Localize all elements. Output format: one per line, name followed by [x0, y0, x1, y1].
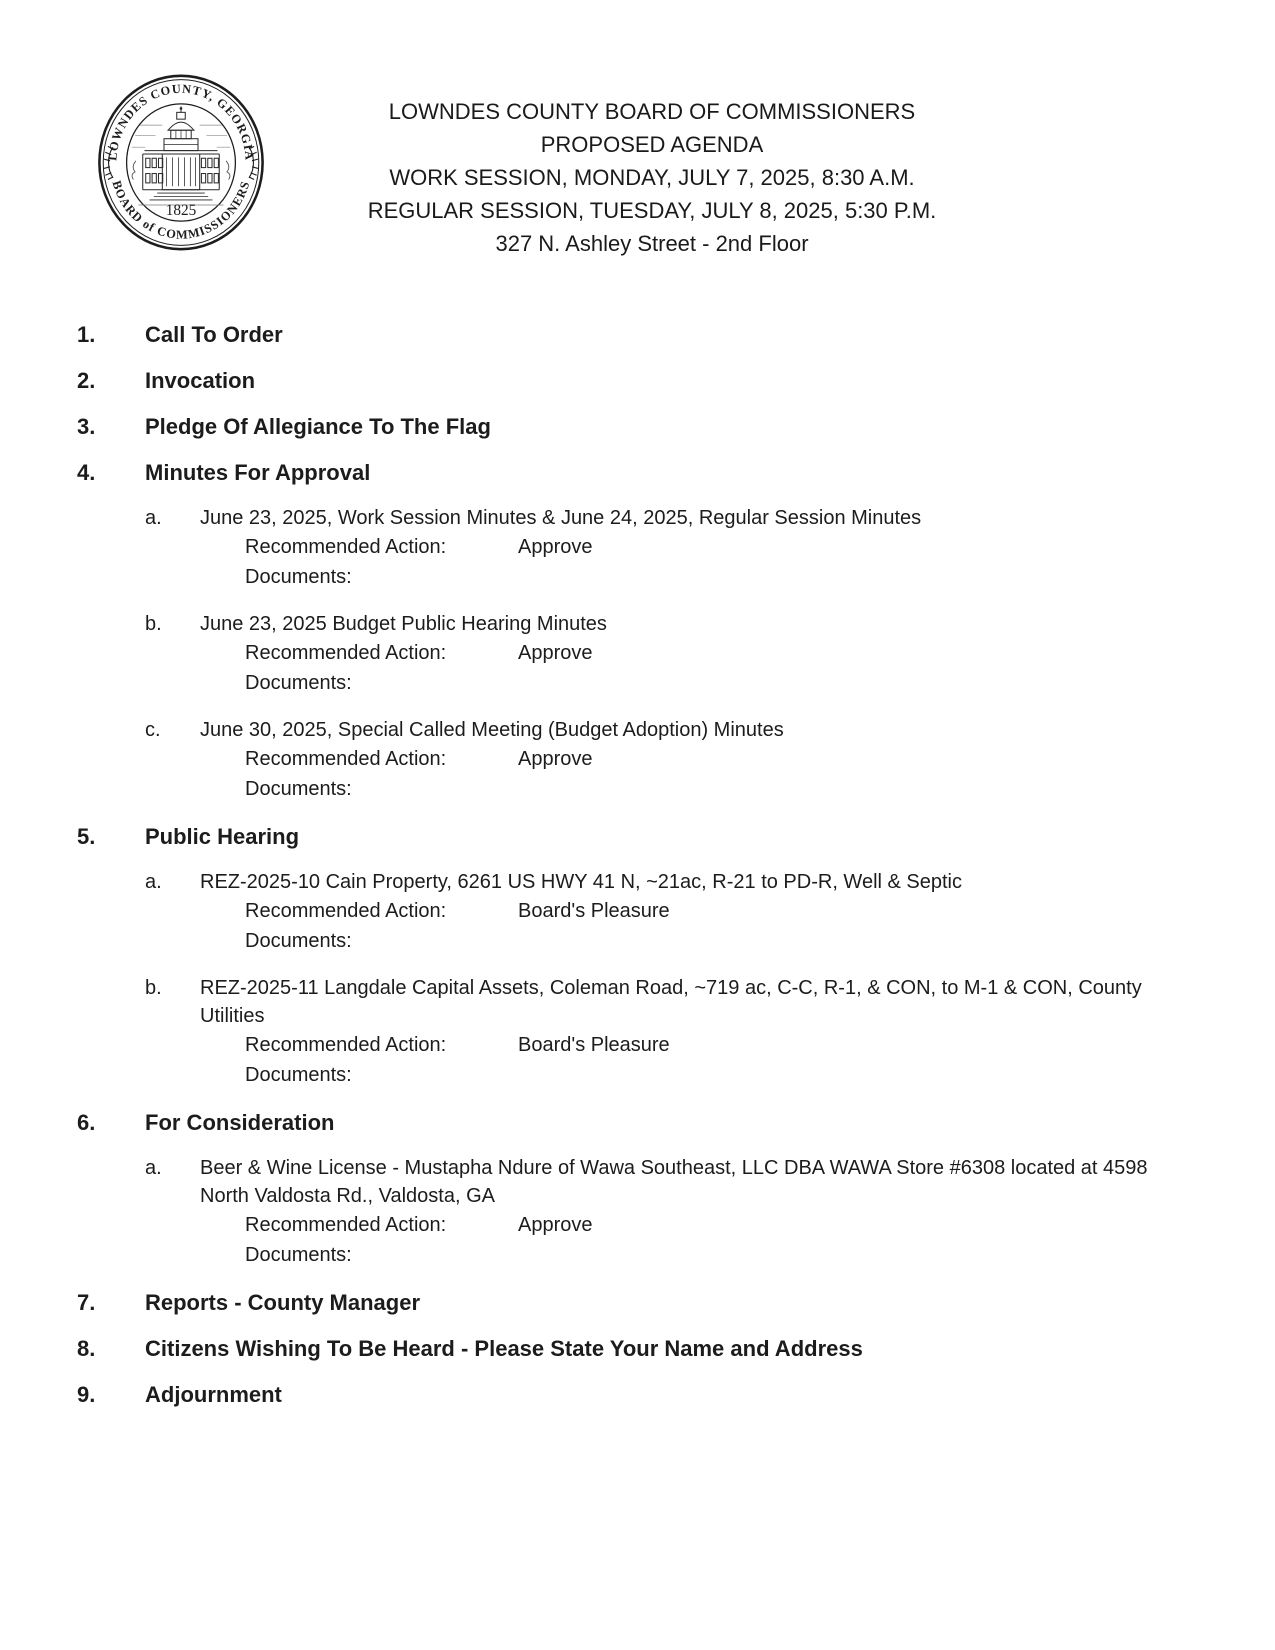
item-letter: b.	[145, 977, 162, 999]
section-number: 2.	[77, 368, 96, 393]
recommended-action-label: Recommended Action:	[245, 642, 447, 664]
recommended-action-row	[245, 532, 1275, 562]
courthouse-illustration	[132, 106, 231, 205]
item-text: Beer & Wine License - Mustapha Ndure of Wawa Southeast, LLC DBA WAWA Store #6308 located at 4598 North Valdosta Rd., Valdosta, GA	[200, 1157, 1148, 1207]
documents-label: Documents:	[245, 1064, 352, 1086]
agenda-item-heading	[0, 974, 1275, 1030]
agenda-item-heading	[0, 716, 1275, 744]
section-title: Adjournment	[145, 1382, 282, 1407]
agenda-item	[0, 592, 1275, 698]
documents-label: Documents:	[245, 930, 352, 952]
documents-row	[245, 1060, 1275, 1090]
item-letter: a.	[145, 507, 162, 529]
address-line: 327 N. Ashley Street - 2nd Floor	[495, 231, 809, 256]
county-seal-graphic	[96, 72, 266, 253]
agenda-item	[0, 486, 1275, 592]
section-heading	[0, 460, 1275, 486]
item-letter: a.	[145, 1157, 162, 1179]
section-number: 6.	[77, 1110, 96, 1135]
recommended-action-label: Recommended Action:	[245, 536, 447, 558]
section-number: 8.	[77, 1336, 96, 1361]
item-text: June 30, 2025, Special Called Meeting (Budget Adoption) Minutes	[200, 719, 784, 741]
agenda-item	[0, 956, 1275, 1090]
recommended-action-value: Board's Pleasure	[518, 1034, 670, 1056]
agenda-item	[0, 698, 1275, 804]
item-letter: c.	[145, 719, 161, 741]
agenda-item	[0, 1136, 1275, 1270]
agenda-item-heading	[0, 868, 1275, 896]
section-title: Public Hearing	[145, 824, 300, 849]
agenda-section	[0, 460, 1275, 824]
section-heading	[0, 1336, 1275, 1362]
seal-top-text: LOWNDES COUNTY, GEORGIA	[105, 81, 257, 162]
section-heading	[0, 1382, 1275, 1408]
recommended-action-value: Approve	[518, 536, 593, 558]
recommended-action-value: Approve	[518, 1214, 593, 1236]
section-number: 5.	[77, 824, 96, 849]
documents-row	[245, 926, 1275, 956]
document-title-block	[352, 95, 952, 260]
recommended-action-row	[245, 744, 1275, 774]
agenda-list	[0, 322, 1275, 1428]
section-heading	[0, 368, 1275, 394]
agenda-item-heading	[0, 504, 1275, 532]
recommended-action-value: Approve	[518, 748, 593, 770]
agenda-item-heading	[0, 610, 1275, 638]
documents-label: Documents:	[245, 672, 352, 694]
recommended-action-label: Recommended Action:	[245, 748, 447, 770]
item-text: June 23, 2025, Work Session Minutes & June 24, 2025, Regular Session Minutes	[200, 507, 922, 529]
section-number: 4.	[77, 460, 96, 485]
agenda-section	[0, 368, 1275, 414]
section-heading	[0, 824, 1275, 850]
recommended-action-label: Recommended Action:	[245, 900, 447, 922]
agenda-section	[0, 322, 1275, 368]
recommended-action-row	[245, 896, 1275, 926]
section-title: Minutes For Approval	[145, 460, 371, 485]
section-title: Invocation	[145, 368, 256, 393]
section-number: 1.	[77, 322, 96, 347]
agenda-item	[0, 850, 1275, 956]
document-header	[0, 0, 1275, 322]
section-number: 3.	[77, 414, 96, 439]
section-number: 9.	[77, 1382, 96, 1407]
county-seal	[96, 72, 266, 253]
recommended-action-value: Approve	[518, 642, 593, 664]
section-number: 7.	[77, 1290, 96, 1315]
regular-session-line: REGULAR SESSION, TUESDAY, JULY 8, 2025, 5:30 P.M.	[367, 198, 937, 223]
org-name: LOWNDES COUNTY BOARD OF COMMISSIONERS	[388, 99, 916, 124]
documents-row	[245, 562, 1275, 592]
documents-label: Documents:	[245, 778, 352, 800]
agenda-section	[0, 1110, 1275, 1290]
section-title: Pledge Of Allegiance To The Flag	[145, 414, 491, 439]
documents-label: Documents:	[245, 1244, 352, 1266]
documents-label: Documents:	[245, 566, 352, 588]
section-title: For Consideration	[145, 1110, 335, 1135]
seal-bottom-text: BOARD of COMMISSIONERS	[109, 178, 253, 242]
doc-type: PROPOSED AGENDA	[540, 132, 764, 157]
agenda-section	[0, 1290, 1275, 1336]
item-text: June 23, 2025 Budget Public Hearing Minutes	[200, 613, 607, 635]
recommended-action-row	[245, 638, 1275, 668]
item-letter: a.	[145, 871, 162, 893]
recommended-action-value: Board's Pleasure	[518, 900, 670, 922]
recommended-action-label: Recommended Action:	[245, 1214, 447, 1236]
agenda-item-heading	[0, 1154, 1275, 1210]
work-session-line: WORK SESSION, MONDAY, JULY 7, 2025, 8:30 A.M.	[389, 165, 915, 190]
agenda-section	[0, 414, 1275, 460]
recommended-action-row	[245, 1030, 1275, 1060]
section-heading	[0, 414, 1275, 440]
section-heading	[0, 322, 1275, 348]
section-title: Call To Order	[145, 322, 283, 347]
recommended-action-label: Recommended Action:	[245, 1034, 447, 1056]
agenda-section	[0, 824, 1275, 1110]
section-heading	[0, 1110, 1275, 1136]
section-title: Reports - County Manager	[145, 1290, 421, 1315]
item-letter: b.	[145, 613, 162, 635]
agenda-section	[0, 1382, 1275, 1428]
documents-row	[245, 668, 1275, 698]
recommended-action-row	[245, 1210, 1275, 1240]
documents-row	[245, 1240, 1275, 1270]
documents-row	[245, 774, 1275, 804]
section-title: Citizens Wishing To Be Heard - Please State Your Name and Address	[145, 1336, 863, 1361]
seal-year: 1825	[165, 202, 197, 220]
agenda-section	[0, 1336, 1275, 1382]
item-text: REZ-2025-10 Cain Property, 6261 US HWY 41 N, ~21ac, R-21 to PD-R, Well & Septic	[200, 871, 962, 893]
item-text: REZ-2025-11 Langdale Capital Assets, Coleman Road, ~719 ac, C-C, R-1, & CON, to M-1 & CON, County Utilities	[200, 977, 1142, 1027]
section-heading	[0, 1290, 1275, 1316]
